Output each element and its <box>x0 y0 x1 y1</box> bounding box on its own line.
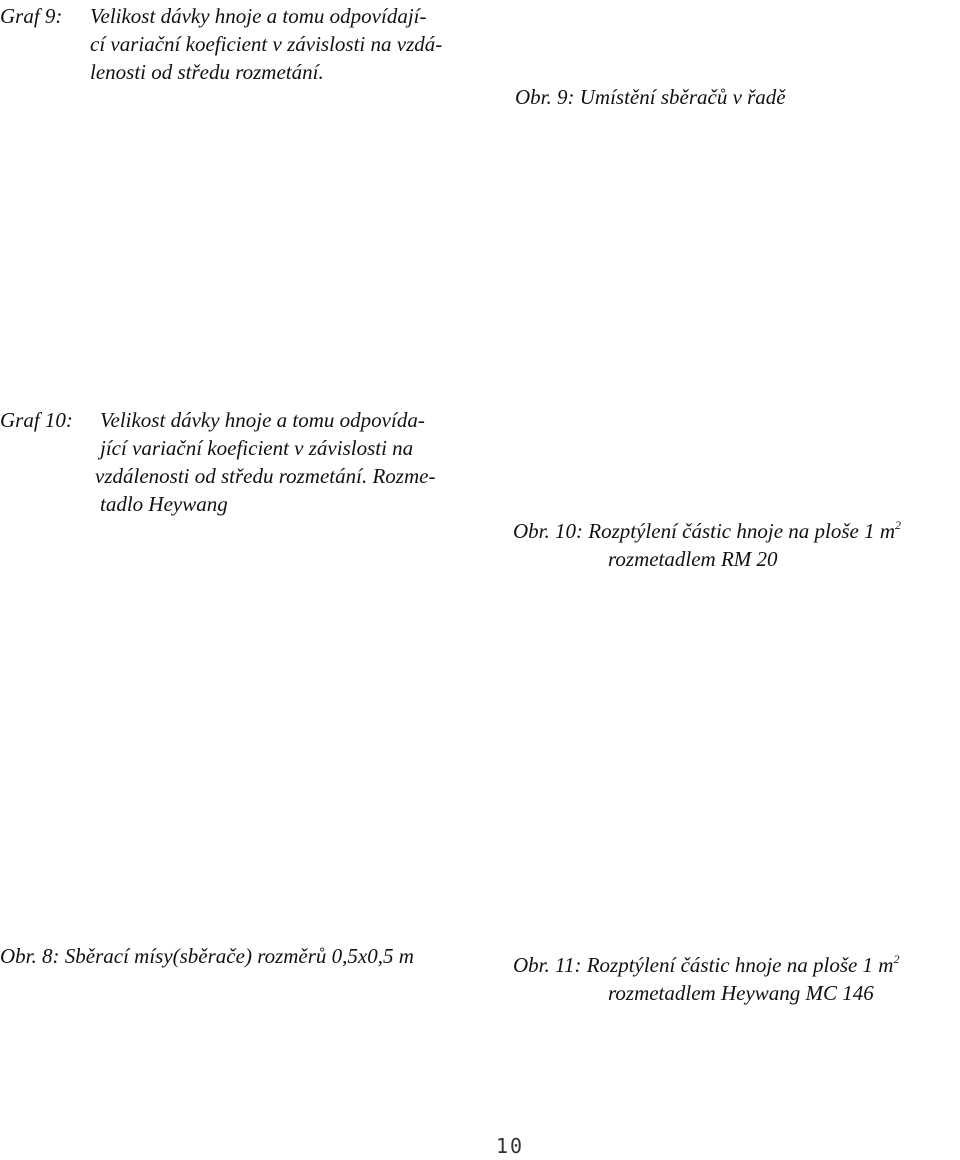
page-number: 10 <box>495 1134 525 1158</box>
obr-10-superscript: 2 <box>895 518 902 532</box>
obr-11-caption <box>513 951 899 1007</box>
obr-8-text: Obr. 8: Sběrací mísy(sběrače) rozměrů 0,5x0,5 m <box>0 944 414 968</box>
graf-9-line-3: lenosti od středu rozmetání. <box>90 60 324 84</box>
obr-11-line-1-wrap <box>513 951 899 979</box>
graf-9-line-1: Velikost dávky hnoje a tomu odpovídají- <box>90 4 427 28</box>
obr-9-text: Obr. 9: Umístění sběračů v řadě <box>515 85 786 109</box>
obr-9-caption <box>515 83 786 111</box>
obr-10-caption <box>513 517 901 573</box>
graf-10-line-4: tadlo Heywang <box>100 492 228 516</box>
graf-9-caption <box>0 2 450 86</box>
graf-9-label: Graf 9: <box>0 4 63 28</box>
graf-10-line-1: Velikost dávky hnoje a tomu odpovída- <box>100 408 425 432</box>
graf-10-line-2: jící variační koeficient v závislosti na <box>100 436 414 460</box>
graf-10-line-3: vzdálenosti od středu rozmetání. Rozme- <box>95 464 436 488</box>
obr-8-caption <box>0 942 414 970</box>
obr-11-line-2: rozmetadlem Heywang MC 146 <box>608 981 874 1005</box>
obr-10-line-1: Obr. 10: Rozptýlení částic hnoje na ploše 1 m <box>513 519 896 543</box>
obr-11-superscript: 2 <box>893 952 900 966</box>
graf-10-label: Graf 10: <box>0 408 73 432</box>
obr-11-line-1: Obr. 11: Rozptýlení částic hnoje na ploše 1 m <box>513 953 894 977</box>
obr-10-line-1-wrap <box>513 517 901 545</box>
obr-10-line-2: rozmetadlem RM 20 <box>608 547 778 571</box>
graf-9-row <box>0 2 450 30</box>
graf-10-caption <box>0 406 480 518</box>
graf-9-line-2: cí variační koeficient v závislosti na vzdá- <box>90 32 443 56</box>
graf-10-row <box>0 406 480 434</box>
